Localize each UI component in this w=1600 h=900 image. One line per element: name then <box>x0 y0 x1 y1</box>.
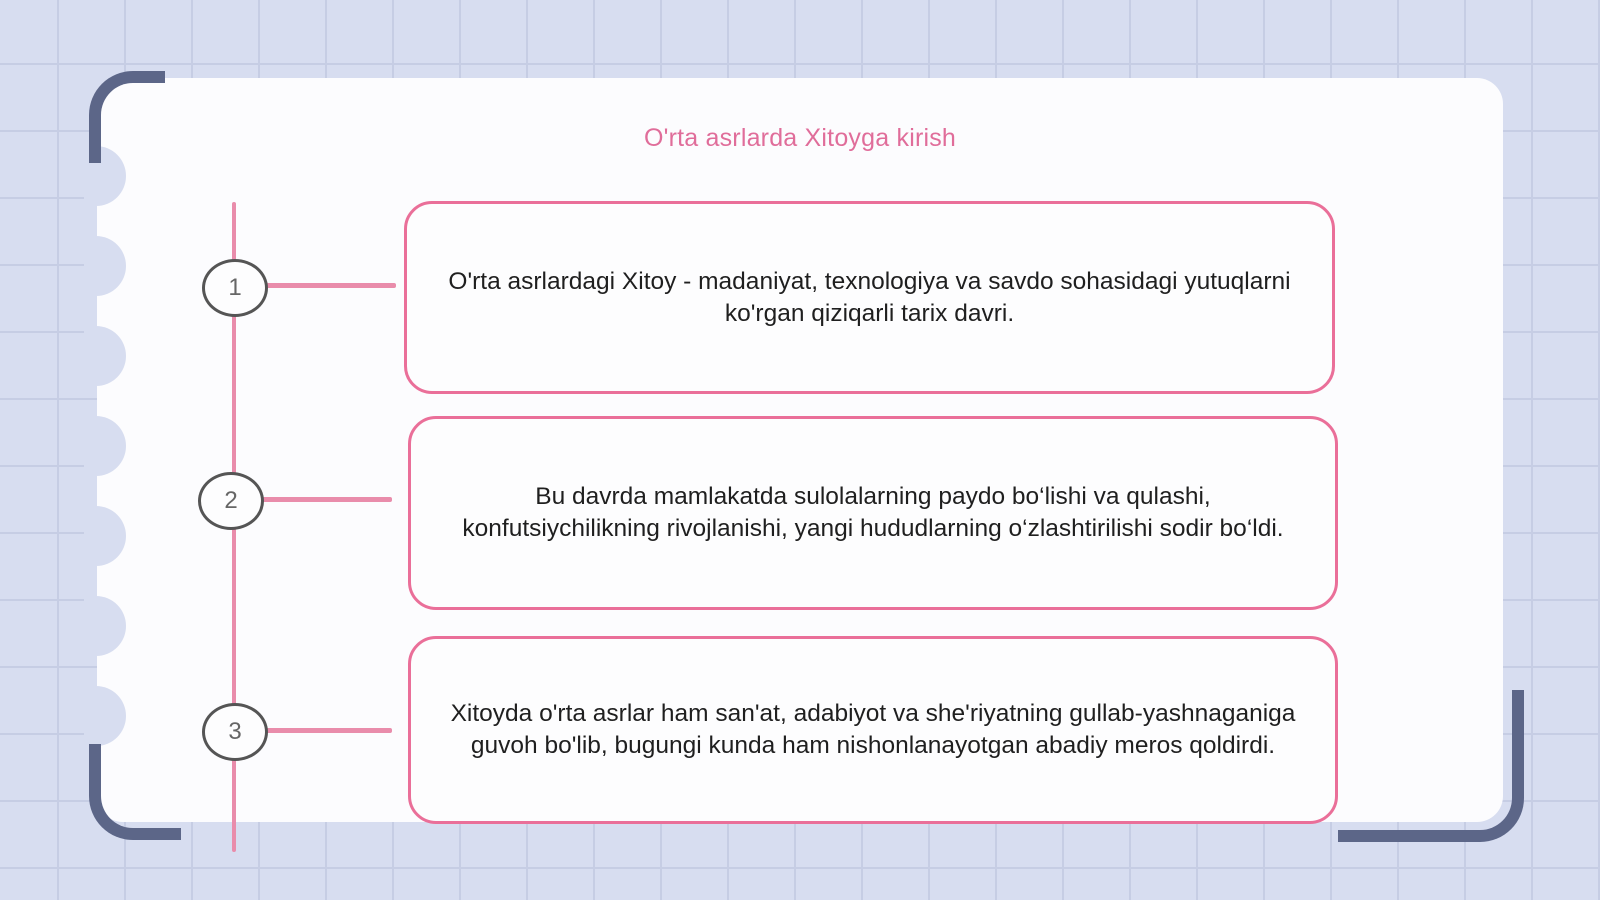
step-text: Bu davrda mamlakatda sulolalarning paydo bo‘lishi va qulashi, konfutsiychilikning rivojlanishi, yangi hududlarning o‘zlashtirilishi sodir bo‘ldi. <box>462 483 1284 542</box>
step-card <box>404 201 1335 394</box>
step-card <box>408 416 1338 610</box>
step-text: Xitoyda o'rta asrlar ham san'at, adabiyot va she'riyatning gullab-yashnaganiga guvoh bo'lib, bugungi kunda ham nishonlanayotgan abadiy meros qoldirdi. <box>450 700 1296 759</box>
step-number: 3 <box>202 703 268 761</box>
corner-bracket-bottom-left <box>89 744 181 840</box>
step-number: 1 <box>202 259 268 317</box>
connector-line <box>266 283 396 288</box>
connector-line <box>265 728 392 733</box>
step-text: O'rta asrlardagi Xitoy - madaniyat, texnologiya va savdo sohasidagi yutuqlarni ko'rgan qiziqarli tarix davri. <box>448 267 1291 327</box>
connector-line <box>262 497 392 502</box>
step-number: 2 <box>198 472 264 530</box>
slide-title: O'rta asrlarda Xitoyga kirish <box>643 124 957 152</box>
corner-bracket-bottom-right <box>1338 690 1524 842</box>
step-card <box>408 636 1338 824</box>
